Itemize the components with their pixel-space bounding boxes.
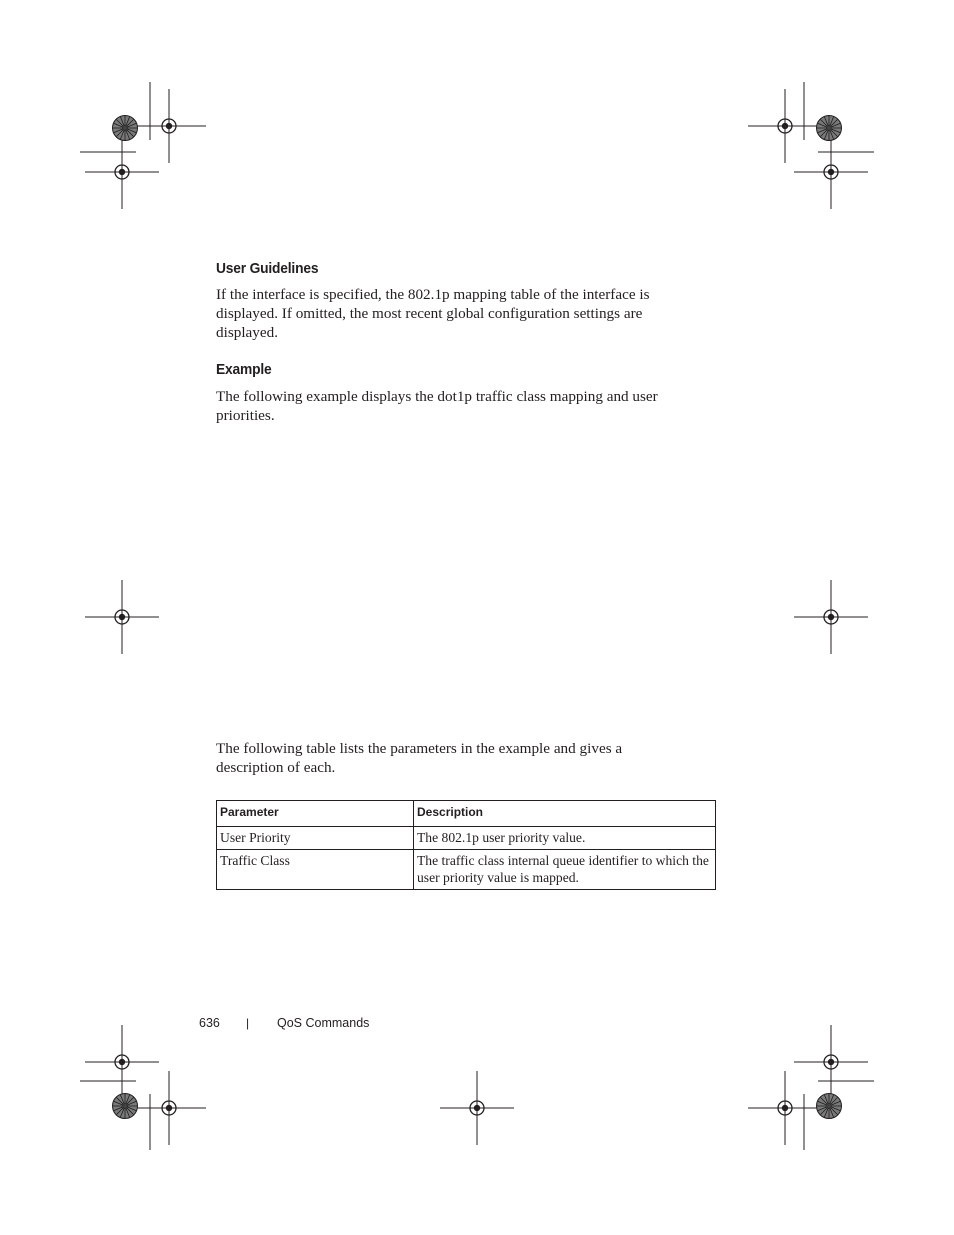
section-heading-example: Example <box>216 361 272 378</box>
description-cell: The 802.1p user priority value. <box>414 827 716 850</box>
description-cell: The traffic class internal queue identifier to which the user priority value is mapped. <box>414 850 716 890</box>
column-header-parameter: Parameter <box>217 801 414 827</box>
parameter-cell: User Priority <box>217 827 414 850</box>
page-number: 636 <box>199 1016 220 1030</box>
registration-mark-bottom-left <box>80 1025 206 1150</box>
user-guidelines-paragraph: If the interface is specified, the 802.1p mapping table of the interface is displayed. If omitted, the most recent global configuration settings are displayed. <box>216 286 650 341</box>
column-header-description: Description <box>414 801 716 827</box>
registration-mark-mid-right <box>794 580 868 654</box>
footer-section-title: QoS Commands <box>277 1016 370 1030</box>
table-header-row <box>217 801 716 827</box>
registration-mark-bottom-center <box>440 1071 514 1145</box>
registration-mark-top-left <box>80 82 206 209</box>
parameters-table <box>216 800 716 890</box>
registration-mark-mid-left <box>85 580 159 654</box>
footer-separator: | <box>246 1016 250 1030</box>
registration-mark-bottom-right <box>748 1025 874 1150</box>
table-row <box>217 850 716 890</box>
table-row <box>217 827 716 850</box>
section-heading-user-guidelines: User Guidelines <box>216 260 319 277</box>
parameter-cell: Traffic Class <box>217 850 414 890</box>
registration-mark-top-right <box>748 82 874 209</box>
table-intro-paragraph: The following table lists the parameters in the example and gives a description of each. <box>216 740 623 776</box>
example-paragraph: The following example displays the dot1p traffic class mapping and user priorities. <box>216 388 658 424</box>
